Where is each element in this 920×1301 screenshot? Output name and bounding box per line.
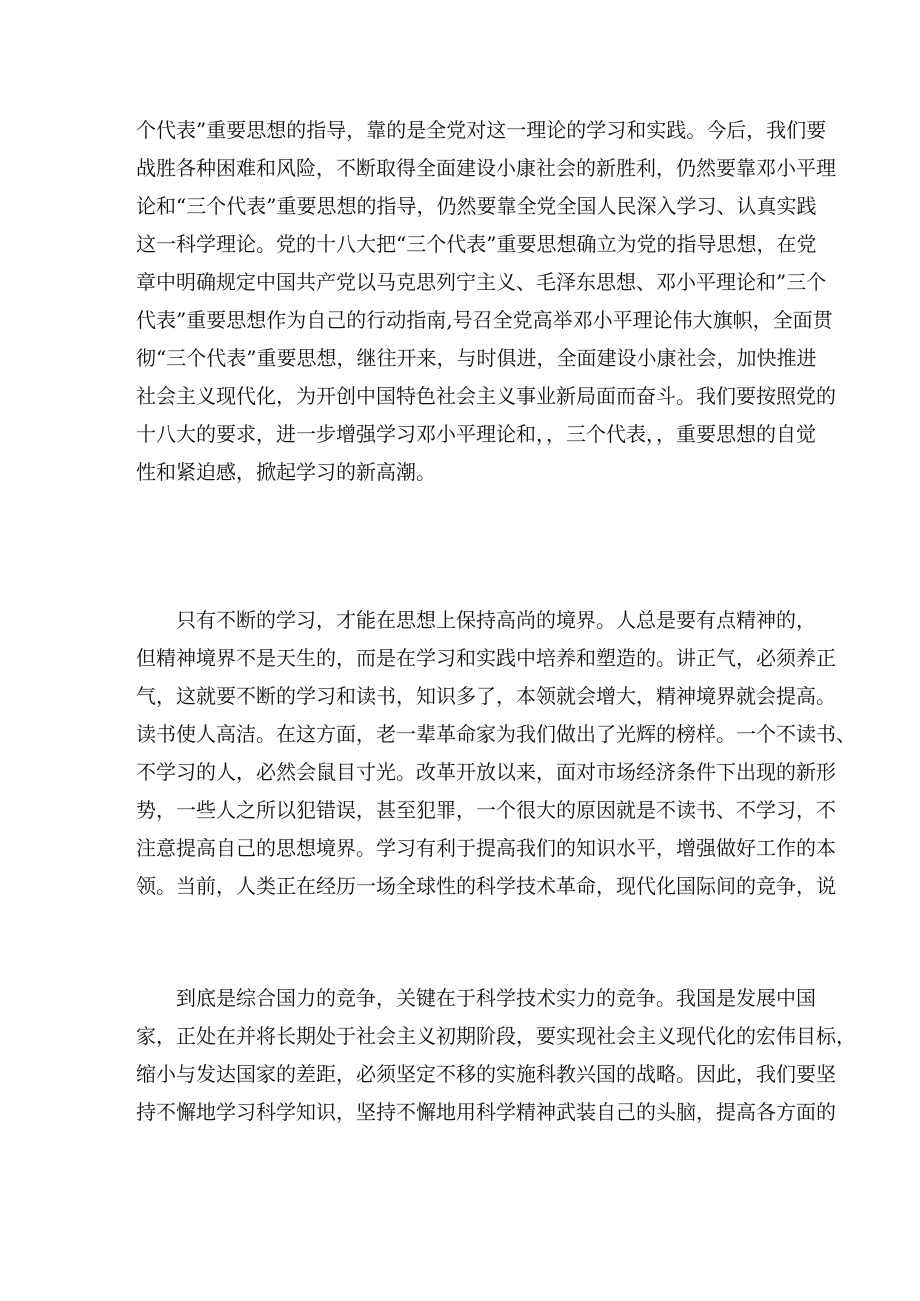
text-line: 十八大的要求，进一步增强学习邓小平理论和，，三个代表，，重要思想的自觉 (136, 422, 816, 446)
text-line: 注意提高自己的思想境界。学习有利于提高我们的知识水平，增强做好工作的本 (136, 836, 836, 860)
text-line: 领。当前，人类正在经历一场全球性的科学技术革命，现代化国际间的竞争，说 (136, 874, 836, 898)
text-line: 不学习的人，必然会鼠目寸光。改革开放以来，面对市场经济条件下出现的新形 (136, 760, 836, 784)
text-line: 持不懈地学习科学知识，坚持不懈地用科学精神武装自己的头脑，提高各方面的 (136, 1100, 836, 1124)
text-line: 性和紧迫感，掀起学习的新高潮。 (136, 460, 436, 484)
text-line: 气，这就要不断的学习和读书，知识多了，本领就会增大，精神境界就会提高。 (136, 684, 836, 708)
text-line: 战胜各种困难和风险，不断取得全面建设小康社会的新胜利，仍然要靠邓小平理 (136, 156, 836, 180)
text-line: 到底是综合国力的竞争，关键在于科学技术实力的竞争。我国是发展中国 (176, 986, 816, 1010)
text-line: 章中明确规定中国共产党以马克思列宁主义、毛泽东思想、邓小平理论和”三个 (136, 270, 827, 294)
text-line: 缩小与发达国家的差距，必须坚定不移的实施科教兴国的战略。因此，我们要坚 (136, 1062, 836, 1086)
text-line: 彻“三个代表”重要思想，继往开来，与时俱进，全面建设小康社会，加快推进 (136, 346, 817, 370)
paragraph-3 (136, 979, 856, 1131)
paragraph-2 (136, 601, 856, 905)
text-line: 读书使人高洁。在这方面，老一辈革命家为我们做出了光辉的榜样。一个不读书、 (136, 722, 856, 746)
text-line: 个代表”重要思想的指导，靠的是全党对这一理论的学习和实践。今后，我们要 (136, 118, 827, 142)
text-line: 社会主义现代化，为开创中国特色社会主义事业新局面而奋斗。我们要按照党的 (136, 384, 836, 408)
paragraph-1 (136, 111, 836, 491)
text-line: 只有不断的学习，才能在思想上保持高尚的境界。人总是要有点精神的， (176, 608, 816, 632)
text-line: 家，正处在并将长期处于社会主义初期阶段，要实现社会主义现代化的宏伟目标， (136, 1024, 856, 1048)
text-line: 论和“三个代表”重要思想的指导，仍然要靠全党全国人民深入学习、认真实践 (136, 194, 817, 218)
text-line: 但精神境界不是天生的，而是在学习和实践中培养和塑造的。讲正气，必须养正 (136, 646, 836, 670)
text-line: 这一科学理论。党的十八大把“三个代表”重要思想确立为党的指导思想，在党 (136, 232, 817, 256)
text-line: 代表”重要思想作为自己的行动指南,号召全党高举邓小平理论伟大旗帜，全面贯 (136, 308, 833, 332)
text-line: 势，一些人之所以犯错误，甚至犯罪，一个很大的原因就是不读书、不学习，不 (136, 798, 836, 822)
